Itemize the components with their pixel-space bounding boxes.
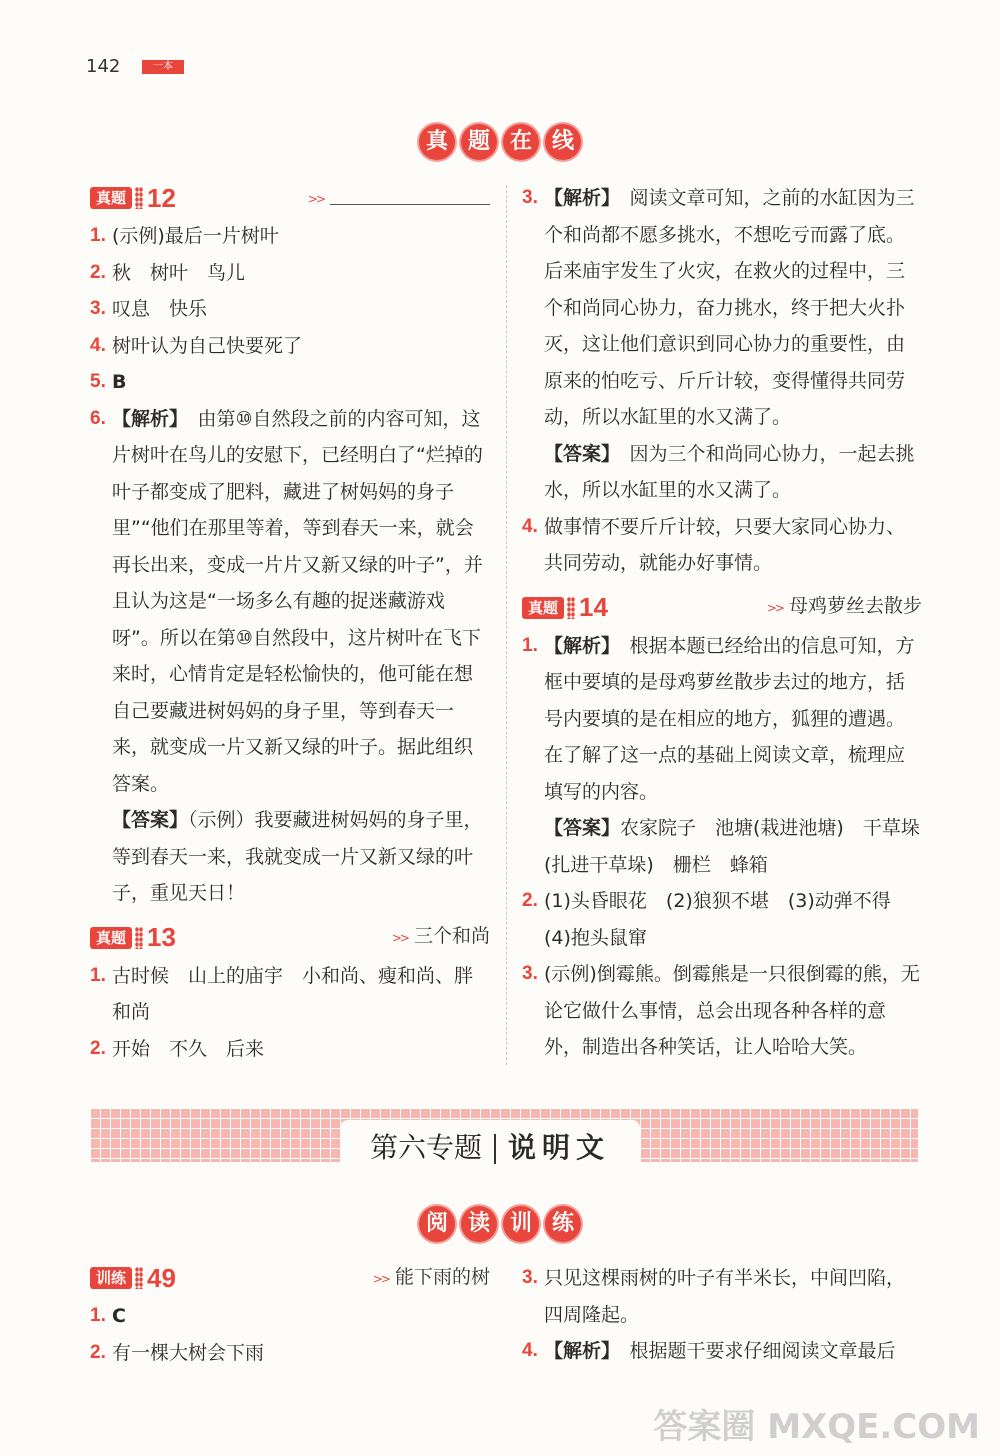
dots-icon	[135, 187, 143, 209]
page-tag: 一本	[142, 60, 184, 74]
list-item	[90, 218, 490, 255]
item-number: 6.	[90, 407, 106, 429]
left-column	[90, 178, 490, 1067]
watermark: 答案圈 MXQE.COM	[653, 1407, 980, 1447]
list-item	[522, 1260, 922, 1333]
item-number: 1.	[522, 634, 538, 656]
title-separator	[494, 1134, 496, 1164]
chapter-name: 说明文	[508, 1131, 611, 1164]
question-subtitle	[767, 588, 922, 627]
badge-number: 13	[147, 922, 176, 953]
item-number: 2.	[90, 1037, 106, 1059]
answer-tag: 【答案】	[544, 817, 621, 839]
badge-number: 49	[147, 1262, 176, 1293]
list-item	[90, 328, 490, 365]
chapter-title	[340, 1120, 640, 1174]
item-text: 叹息 快乐	[112, 298, 208, 320]
answer-text: 因为三个和尚同心协力，一起去挑水，所以水缸里的水又满了。	[544, 442, 915, 501]
item-number: 2.	[90, 1341, 106, 1363]
list-item	[522, 956, 922, 1066]
item-number: 3.	[90, 298, 106, 319]
title-char: 真	[419, 124, 455, 160]
item-number: 4.	[522, 515, 538, 537]
question-badge	[90, 182, 176, 213]
question-header-14	[522, 588, 922, 628]
analysis-tag: 【解析】	[544, 634, 611, 657]
list-item	[522, 628, 922, 811]
analysis-tag: 【解析】	[112, 407, 179, 430]
column-divider	[506, 185, 507, 1065]
item-number: 3.	[522, 1267, 538, 1288]
question-subtitle	[392, 918, 490, 957]
chapter-number: 第六专题	[369, 1131, 482, 1164]
analysis-text: 根据题干要求仔细阅读文章最后	[610, 1340, 896, 1362]
question-header-49	[90, 1258, 490, 1298]
item-number: 3.	[522, 963, 538, 984]
item-number: 1.	[90, 964, 106, 986]
analysis-tag: 【解析】	[544, 1340, 611, 1362]
badge-number: 14	[579, 592, 608, 623]
item-number: 2.	[90, 261, 106, 283]
page-number: 142	[86, 56, 121, 77]
item-text: 秋 树叶 鸟儿	[112, 261, 246, 284]
item-number: 2.	[522, 890, 538, 911]
item-number: 1.	[90, 1305, 106, 1326]
badge-label: 训练	[90, 1267, 132, 1289]
question-subtitle	[308, 179, 490, 218]
list-item	[90, 1298, 490, 1335]
list-item	[522, 509, 922, 582]
title-char: 题	[461, 124, 497, 160]
analysis-text: 由第⑩自然段之前的内容可知，这片树叶在鸟儿的安慰下，已经明白了“烂掉的叶子都变成了肥料，藏进了树妈妈的身子里”“他们在那里等着，等到春天一来，就会再长出来，变成一片片又新又绿的叶子”，并且认为这是“一场多么有趣的捉迷藏游戏呀”。所以在第⑩自然段中，这片树叶在飞下来时，心情肯定是轻松愉快的，他可能在想自己要藏进树妈妈的身子里，等到春天一来，就变成一片又新又绿的叶子。据此组织答案。	[112, 407, 483, 795]
question-header-13	[90, 918, 490, 958]
item-text: 开始 不久 后来	[112, 1037, 265, 1060]
subtitle-text: 母鸡萝丝去散步	[788, 595, 922, 618]
answer-text: 农家院子 池塘(栽进池塘) 干草垛(扎进干草垛) 栅栏 蜂箱	[544, 817, 920, 876]
item-text: (1)头昏眼花 (2)狼狈不堪 (3)动弹不得 (4)抱头鼠窜	[544, 890, 910, 949]
item-text: B	[112, 371, 127, 393]
item-number: 3.	[522, 187, 538, 208]
title-char: 阅	[419, 1206, 455, 1242]
arrow-icon: >>	[766, 601, 783, 616]
item-text: 有一棵大树会下雨	[112, 1341, 265, 1364]
list-item	[90, 958, 490, 1031]
badge-number: 12	[147, 182, 176, 213]
title-char: 读	[461, 1206, 497, 1242]
list-item	[522, 1333, 922, 1370]
title-char: 线	[545, 124, 581, 160]
bottom-right-column	[522, 1260, 922, 1370]
analysis-text: 根据本题已经给出的信息可知，方框中要填的是母鸡萝丝散步去过的地方，括号内要填的是在相应的地方，狐狸的遭遇。在了解了这一点的基础上阅读文章，梳理应填写的内容。	[544, 634, 915, 803]
blank-line	[330, 190, 490, 205]
dots-icon	[135, 1267, 143, 1289]
answer-tag: 【答案】	[544, 442, 611, 465]
list-item	[90, 364, 490, 401]
item-text: C	[112, 1305, 126, 1327]
item-number: 1.	[90, 225, 106, 246]
dots-icon	[567, 597, 575, 619]
title-char: 训	[503, 1206, 539, 1242]
analysis-text: 阅读文章可知，之前的水缸因为三个和尚都不愿多挑水，不想吃亏而露了底。后来庙宇发生了火灾，在救火的过程中，三个和尚同心协力，奋力挑水，终于把大火扑灭，这让他们意识到同心协力的重要性，由原来的怕吃亏、斤斤计较，变得懂得共同劳动，所以水缸里的水又满了。	[544, 187, 915, 428]
analysis-tag: 【解析】	[544, 187, 611, 209]
dots-icon	[135, 927, 143, 949]
title-char: 在	[503, 124, 539, 160]
answer-tag: 【答案】	[112, 809, 189, 831]
item-text: 古时候 山上的庙宇 小和尚、瘦和尚、胖和尚	[112, 964, 474, 1023]
item-text: (示例)倒霉熊。倒霉熊是一只很倒霉的熊，无论它做什么事情，总会出现各种各样的意外，制造出各种笑话，让人哈哈大笑。	[544, 963, 920, 1058]
title-char: 练	[545, 1206, 581, 1242]
item-number: 5.	[90, 371, 106, 392]
item-number: 4.	[90, 334, 106, 356]
list-item	[522, 883, 922, 956]
bottom-left-column	[90, 1258, 490, 1371]
subtitle-text: 三个和尚	[413, 925, 490, 948]
question-badge	[90, 922, 176, 953]
list-item	[90, 1031, 490, 1068]
list-item	[90, 291, 490, 328]
list-item	[522, 180, 922, 436]
answer-block	[522, 810, 922, 883]
list-item	[90, 401, 490, 803]
list-item	[90, 255, 490, 292]
answer-block	[90, 802, 490, 912]
section-title-1	[0, 124, 1000, 160]
arrow-icon: >>	[307, 191, 324, 206]
arrow-icon: >>	[391, 931, 408, 946]
question-badge	[522, 592, 608, 623]
badge-label: 真题	[90, 927, 132, 949]
badge-label: 真题	[90, 187, 132, 209]
question-header-12	[90, 178, 490, 218]
item-number: 4.	[522, 1340, 538, 1361]
question-subtitle	[373, 1259, 490, 1298]
subtitle-text: 能下雨的树	[394, 1265, 490, 1288]
arrow-icon: >>	[372, 1271, 389, 1286]
answer-block	[522, 436, 922, 509]
item-text: 树叶认为自己快要死了	[112, 334, 303, 357]
item-text: 做事情不要斤斤计较，只要大家同心协力、共同劳动，就能办好事情。	[544, 515, 906, 574]
answer-text: （示例）我要藏进树妈妈的身子里，等到春天一来，我就变成一片又新又绿的叶子，重见天日！	[112, 809, 483, 904]
question-badge	[90, 1262, 176, 1293]
item-text: 只见这棵雨树的叶子有半米长，中间凹陷，四周隆起。	[544, 1267, 906, 1326]
section-title-2	[0, 1206, 1000, 1242]
item-text: (示例)最后一片树叶	[112, 225, 279, 247]
right-column	[522, 180, 922, 1066]
list-item	[90, 1335, 490, 1372]
badge-label: 真题	[522, 597, 564, 619]
